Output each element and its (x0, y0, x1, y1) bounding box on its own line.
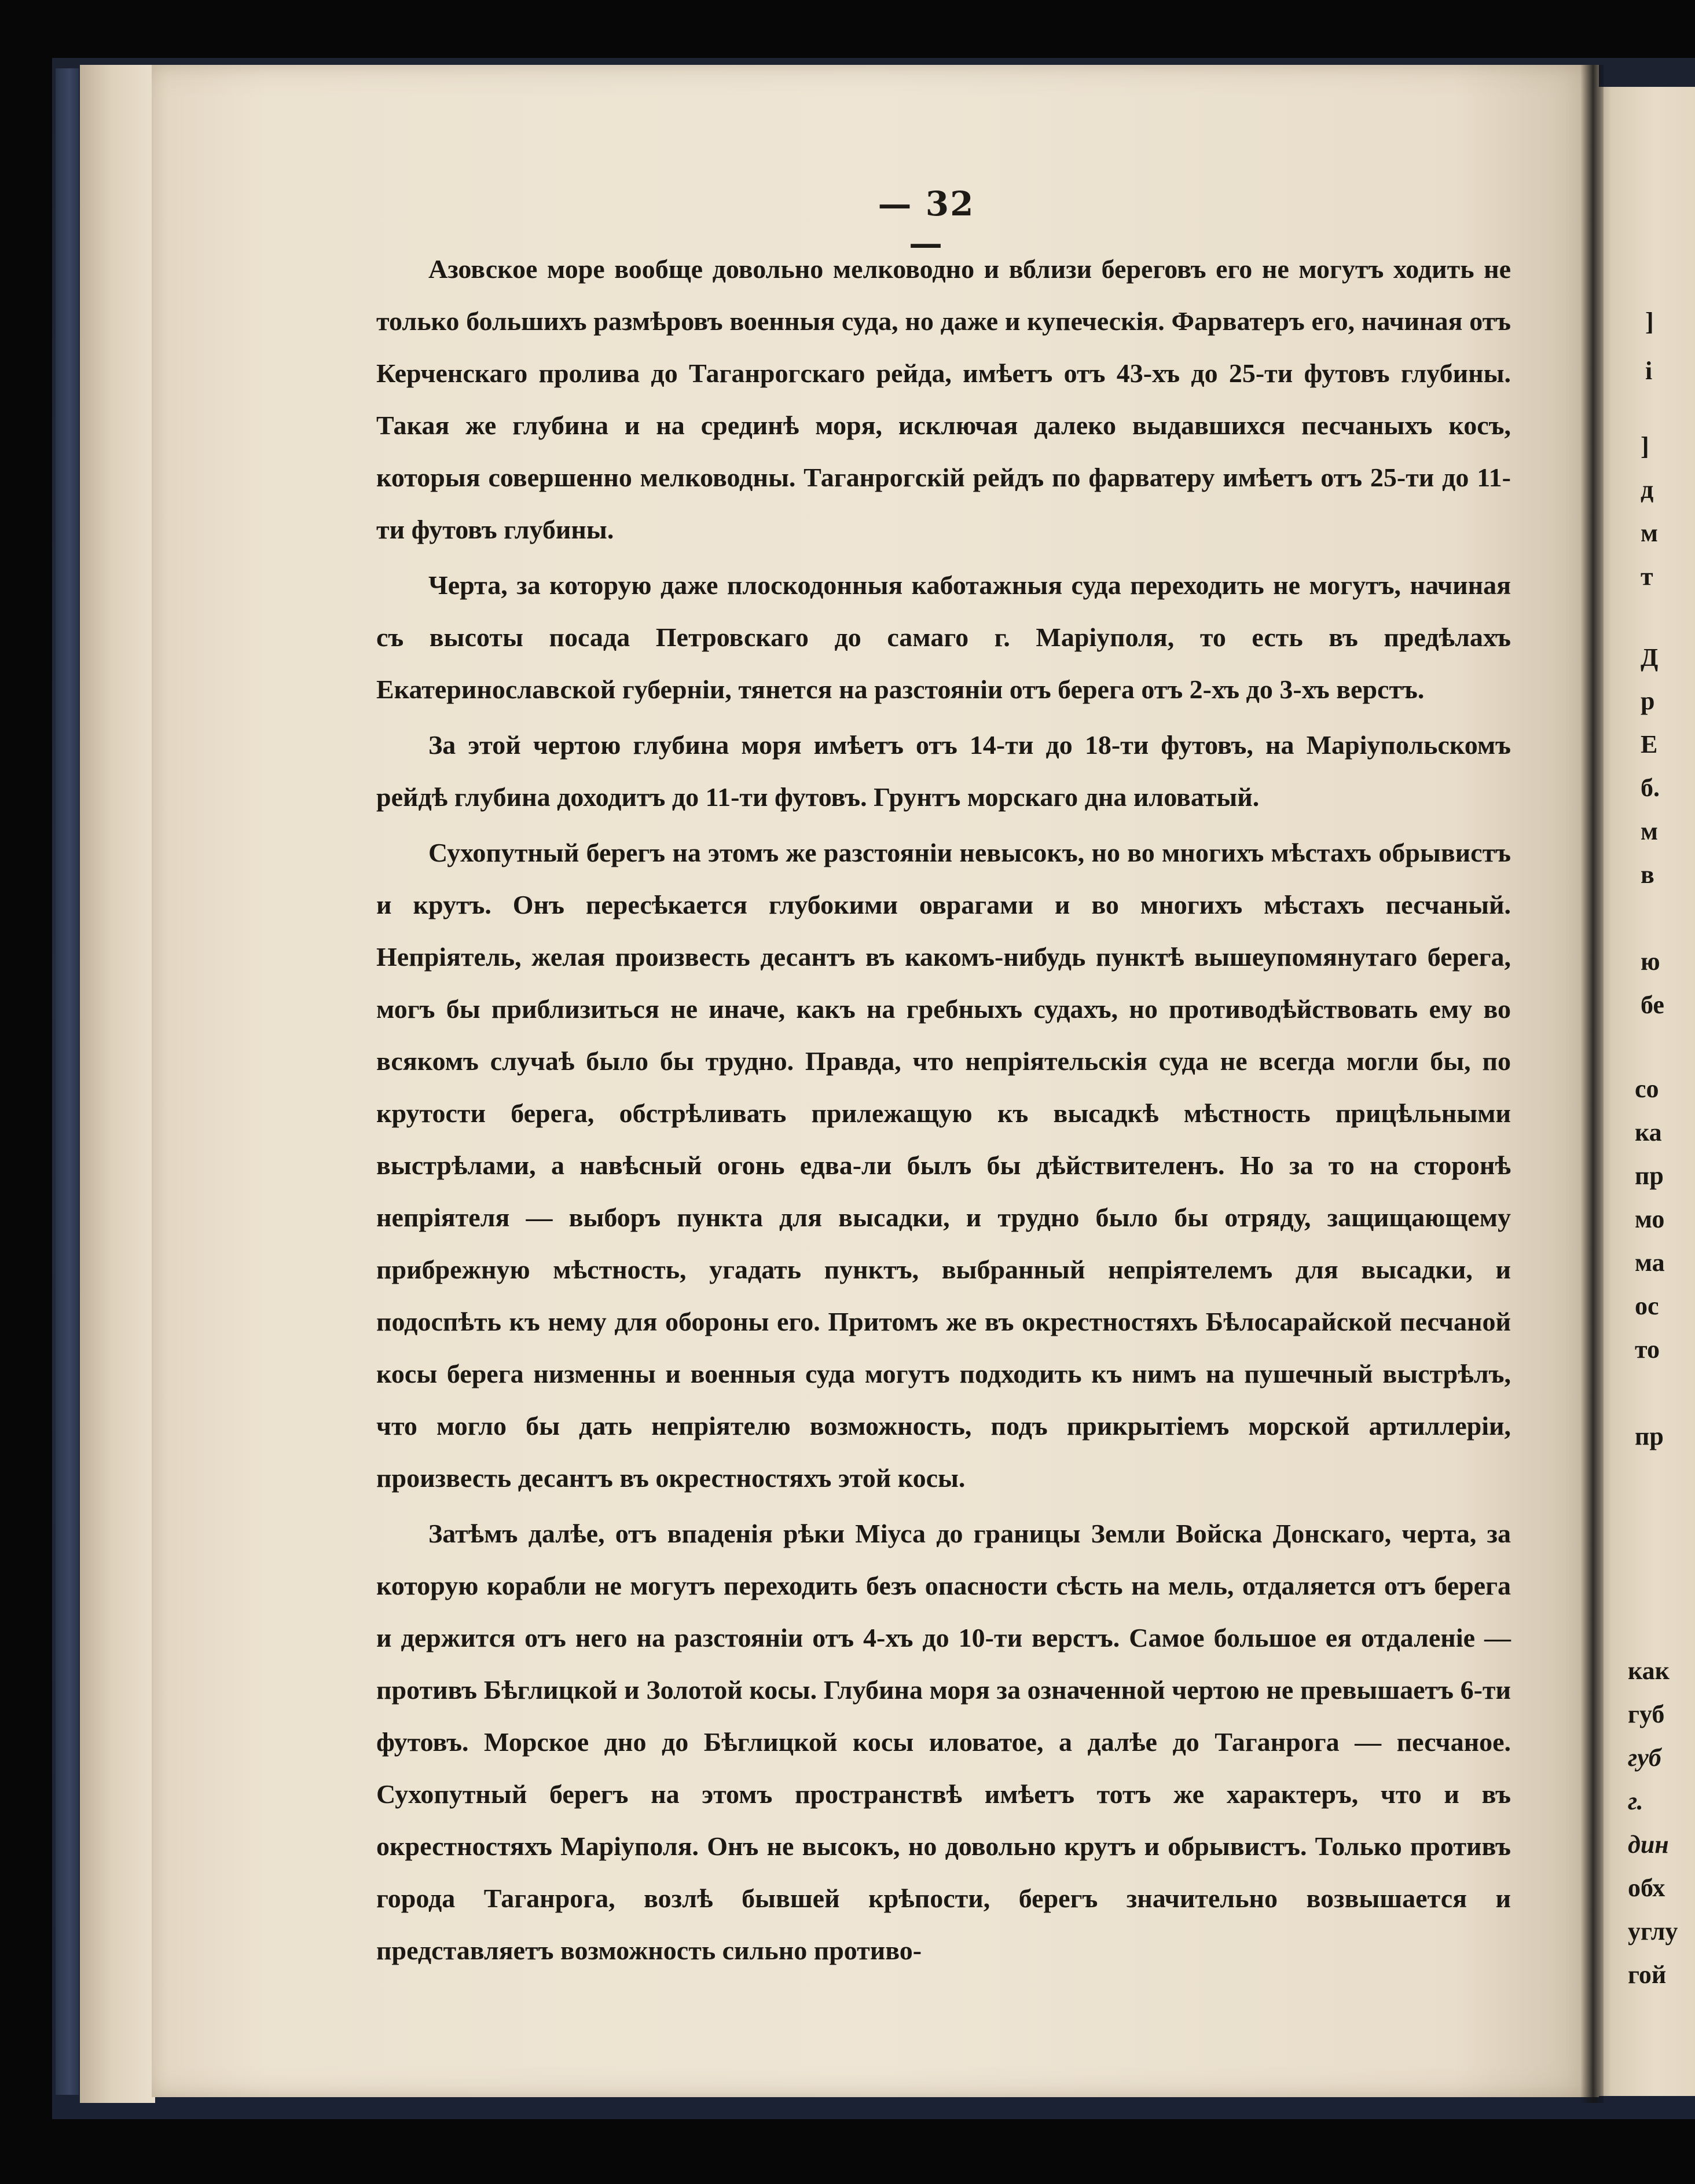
facing-page-fragment: ] (1645, 307, 1654, 336)
paragraph: Затѣмъ далѣе, отъ впаденія рѣки Міуса до границы Земли Войска Донскаго, черта, за которую корабли не могутъ переходить безъ опасности сѣсть на мель, отдаляется отъ берега и держится отъ него на разстояніи отъ 4-хъ до 10-ти верстъ. Самое большое ея отдаленіе — противъ Бѣглицкой и Золотой косы. Глубина моря за означенной чертою не превышаетъ 6-ти футовъ. Морское дно до Бѣглицкой косы иловатое, а далѣе до Таганрога — песчаное. Сухопутный берегъ на этомъ пространствѣ имѣетъ тотъ же характеръ, что и въ окрестностяхъ Маріуполя. Онъ не высокъ, но довольно крутъ и обрывистъ. Только противъ города Таганрога, возлѣ бывшей крѣпости, берегъ значительно возвышается и представляетъ возможность сильно противо- (376, 1519, 1511, 1965)
facing-page-fragment: м (1641, 817, 1658, 845)
page-stack (80, 65, 155, 2103)
facing-page-fragment: губ (1628, 1700, 1665, 1728)
facing-page-fragment: то (1635, 1335, 1660, 1364)
facing-page-fragment: Е (1641, 730, 1658, 758)
facing-page-fragment: м (1641, 519, 1658, 547)
facing-page-fragment: ка (1635, 1118, 1662, 1146)
facing-page-fragment: мо (1635, 1205, 1665, 1233)
facing-page-fragment: углу (1628, 1917, 1678, 1945)
facing-page-fragment: дин (1628, 1830, 1669, 1859)
page-body (376, 243, 1511, 1977)
paragraph: За этой чертою глубина моря имѣетъ отъ 14-ти до 18-ти футовъ, на Маріупольскомъ рейдѣ глубина доходитъ до 11-ти футовъ. Грунтъ морскаго дна иловатый. (376, 730, 1511, 812)
paragraph: Черта, за которую даже плоскодонныя каботажныя суда переходить не могутъ, начиная съ высоты посада Петровскаго до самаго г. Маріуполя, то есть въ предѣлахъ Екатеринославской губерніи, тянется на разстояніи отъ берега отъ 2-хъ до 3-хъ верстъ. (376, 570, 1511, 704)
paragraph: Азовское море вообще довольно мелководно и вблизи береговъ его не могутъ ходить не только большихъ размѣровъ военныя суда, но даже и купеческія. Фарватеръ его, начиная отъ Керченскаго пролива до Таганрогскаго рейда, имѣетъ отъ 43-хъ до 25-ти футовъ глубины. Такая же глубина и на срединѣ моря, исключая далеко выдавшихся песчаныхъ косъ, которыя совершенно мелководны. Таганрогскій рейдъ по фарватеру имѣетъ отъ 25-ти до 11-ти футовъ глубины. (376, 254, 1511, 544)
facing-page-fragment: как (1628, 1657, 1670, 1685)
facing-page-fragment: ос (1635, 1292, 1659, 1320)
facing-page-fragment: г. (1628, 1787, 1643, 1815)
paragraph: Сухопутный берегъ на этомъ же разстояніи невысокъ, но во многихъ мѣстахъ обрывистъ и крутъ. Онъ пересѣкается глубокими оврагами и во многихъ мѣстахъ песчаный. Непріятель, желая произвесть десантъ въ какомъ-нибудь пунктѣ вышеупомянутаго берега, могъ бы приблизиться не иначе, какъ на гребныхъ судахъ, но противодѣйствовать ему во всякомъ случаѣ было бы трудно. Правда, что непріятельскія суда не всегда могли бы, по крутости берега, обстрѣливать прилежащую къ высадкѣ мѣстность прицѣльными выстрѣлами, а навѣсный огонь едва-ли былъ бы дѣйствителенъ. Но за то на сторонѣ непріятеля — выборъ пункта для высадки, и трудно было бы отряду, защищающему прибрежную мѣстность, угадать пунктъ, выбранный непріятелемъ для высадки, и подоспѣть къ нему для обороны его. Притомъ же въ окрестностяхъ Бѣлосарайской песчаной косы берега низменны и военныя суда могутъ подходить къ нимъ на пушечный выстрѣлъ, что могло бы дать непріятелю возможность, подъ прикрытіемъ морской артиллеріи, произвесть десантъ въ окрестностяхъ этой косы. (376, 838, 1511, 1493)
page-gutter (1580, 65, 1604, 2103)
facing-page-fragment: т (1641, 562, 1653, 591)
cover-edge (56, 68, 79, 2095)
facing-page-fragment: ю (1641, 947, 1660, 976)
facing-page-fragment: ма (1635, 1248, 1665, 1277)
facing-page-fragment: пр (1635, 1161, 1664, 1190)
facing-page-fragment: обх (1628, 1874, 1665, 1902)
page-number: — 32 — (878, 184, 975, 263)
facing-page-fragment: р (1641, 687, 1655, 715)
facing-page-fragment: Д (1641, 643, 1659, 672)
facing-page-fragment: со (1635, 1075, 1659, 1103)
facing-page-fragment: д (1641, 475, 1654, 504)
facing-page-fragment: губ (1628, 1743, 1661, 1772)
facing-page-fragment: гой (1628, 1961, 1667, 1989)
facing-page-fragment: і (1645, 357, 1653, 385)
facing-page-fragment: бе (1641, 991, 1664, 1019)
facing-page-fragment: б. (1641, 774, 1660, 802)
facing-page-fragment: в (1641, 860, 1654, 889)
facing-page-fragment: пр (1635, 1422, 1664, 1450)
facing-page-fragment: ] (1641, 432, 1649, 460)
